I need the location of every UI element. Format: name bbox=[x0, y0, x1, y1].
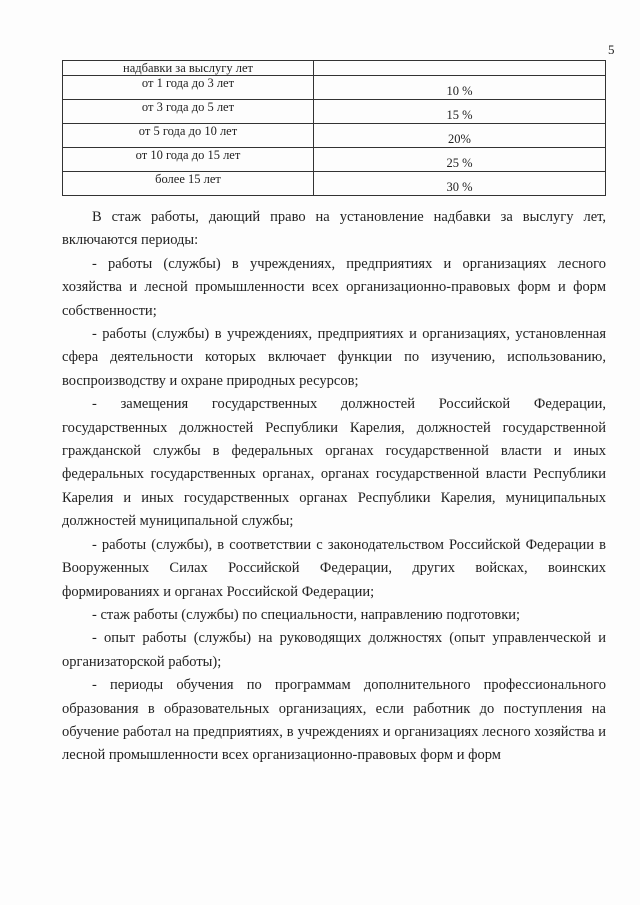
seniority-bonus-table bbox=[62, 60, 606, 196]
list-item: - работы (службы) в учреждениях, предприятиях и организациях, установленная сфера деятельности которых включает функции по изучению, использованию, воспроизводству и охране природных ресурсов; bbox=[62, 326, 606, 389]
period-text: от 3 года до 5 лет bbox=[141, 99, 235, 114]
rate-text: 20% bbox=[448, 131, 471, 146]
list-item: - работы (службы) в учреждениях, предприятиях и организациях лесного хозяйства и лесной промышленности всех организационно-правовых форм и форм собственности; bbox=[62, 255, 606, 319]
rate-text: 10 % bbox=[446, 83, 473, 98]
list-item: - периоды обучения по программам дополнительного профессионального образования в образовательных организациях, если работник до поступления на обучение работал на предприятиях, в учреждениях и организациях лесного хозяйства и лесной промышленности всех организационно-правовых форм и форм bbox=[62, 677, 606, 764]
period-text: более 15 лет bbox=[155, 171, 221, 186]
period-cell bbox=[63, 75, 314, 99]
period-cell bbox=[63, 171, 314, 195]
table-row bbox=[63, 123, 606, 147]
table-row bbox=[63, 171, 606, 195]
rate-cell bbox=[314, 99, 606, 123]
table-header-cell bbox=[63, 61, 314, 76]
table-row bbox=[63, 99, 606, 123]
table-header-text: надбавки за выслугу лет bbox=[123, 61, 253, 75]
list-item: - работы (службы), в соответствии с законодательством Российской Федерации в Вооруженных Силах Российской Федерации, других войсках, воинских формированиях и органах Российской Федерации; bbox=[62, 536, 606, 600]
list-item: - стаж работы (службы) по специальности, направлению подготовки; bbox=[92, 606, 521, 623]
table-header-empty-cell bbox=[314, 61, 606, 76]
rate-cell bbox=[314, 171, 606, 195]
rate-text: 30 % bbox=[446, 179, 473, 194]
rate-text: 15 % bbox=[446, 107, 473, 122]
period-cell bbox=[63, 123, 314, 147]
table-row bbox=[63, 75, 606, 99]
period-cell bbox=[63, 99, 314, 123]
rate-cell bbox=[314, 147, 606, 171]
page-number: 5 bbox=[608, 42, 615, 57]
list-item: - опыт работы (службы) на руководящих должностях (опыт управленческой и организаторской работы); bbox=[62, 630, 606, 670]
table-row bbox=[63, 147, 606, 171]
rate-text: 25 % bbox=[446, 155, 473, 170]
period-cell bbox=[63, 147, 314, 171]
body-text bbox=[62, 206, 606, 768]
table-row bbox=[63, 61, 606, 76]
rate-cell bbox=[314, 123, 606, 147]
period-text: от 5 года до 10 лет bbox=[138, 123, 238, 138]
period-text: от 1 года до 3 лет bbox=[141, 75, 235, 90]
period-text: от 10 года до 15 лет bbox=[135, 147, 241, 162]
rate-cell bbox=[314, 75, 606, 99]
list-item: - замещения государственных должностей Российской Федерации, государственных должностей Республики Карелия, должностей государственной гражданской службы в федеральных органах государственной власти и иных федеральных государственных органах, органах государственной власти Республики Карелия и иных государственных органах Республики Карелия, муниципальных должностей муниципальной службы; bbox=[62, 396, 606, 530]
intro-paragraph: В стаж работы, дающий право на установление надбавки за выслугу лет, включаются периоды: bbox=[62, 209, 606, 249]
